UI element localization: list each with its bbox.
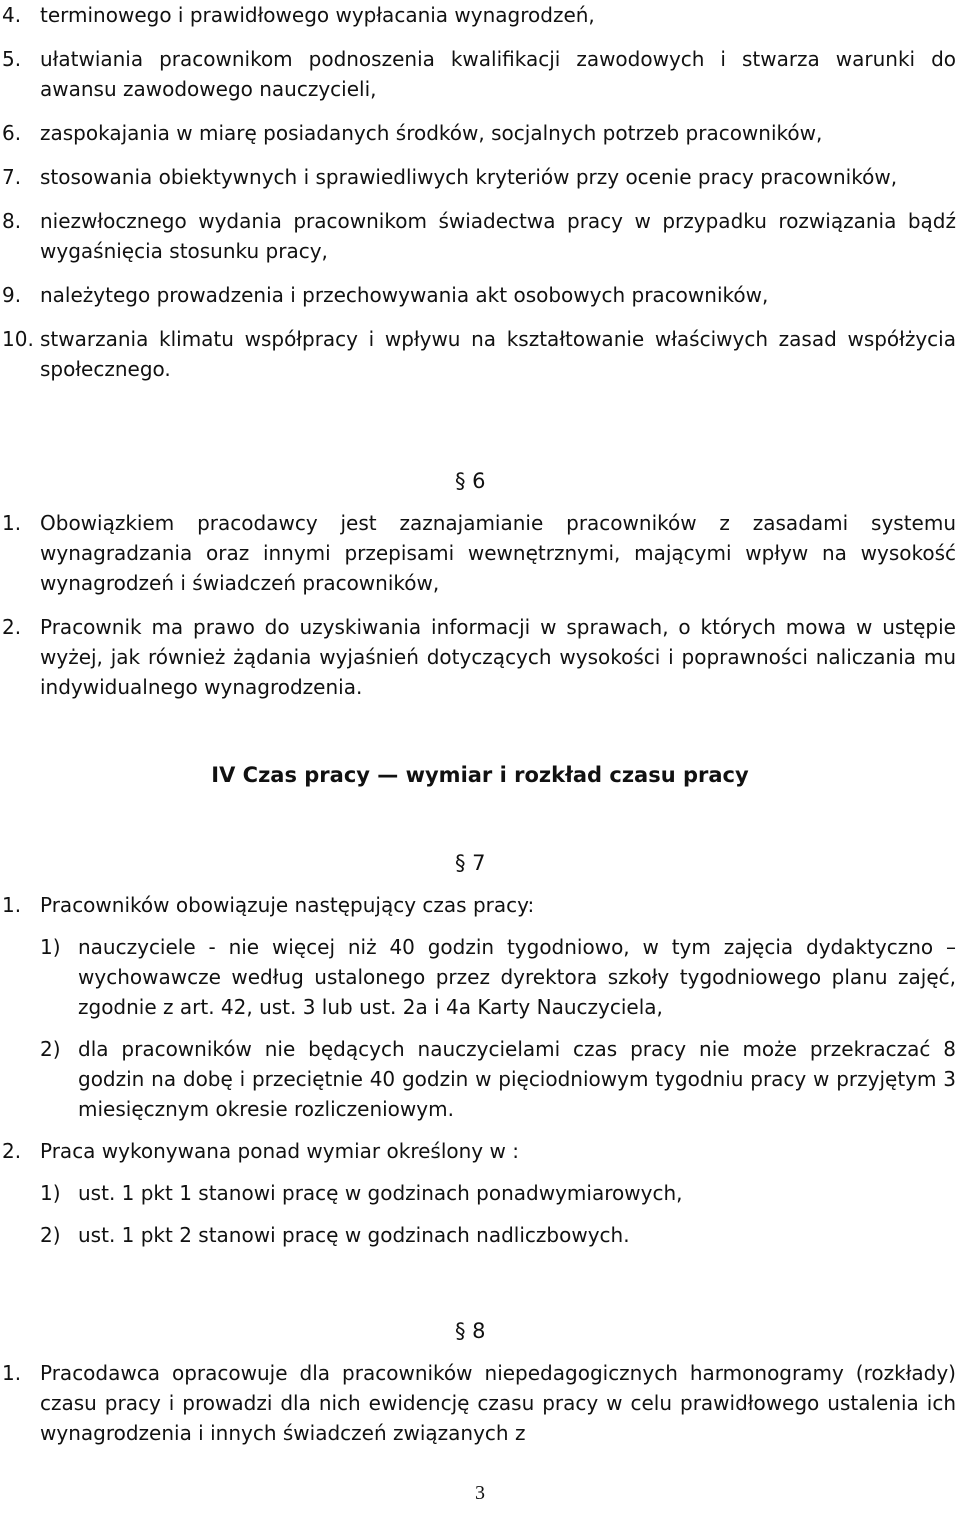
list-item-text: zaspokajania w miarę posiadanych środków, socjalnych potrzeb pracowników, bbox=[40, 121, 823, 145]
paragraph-mark-8: § 8 bbox=[455, 1319, 486, 1343]
sub-list-item bbox=[0, 1034, 960, 1124]
list-item-text: Pracodawca opracowuje dla pracowników niepedagogicznych harmonogramy (rozkłady) czasu pracy i prowadzi dla nich ewidencję czasu pracy w celu prawidłowego ustalenia ich wynagrodzenia i innych świadczeń związanych z bbox=[40, 1361, 956, 1445]
list-item bbox=[0, 0, 960, 30]
list-item-text: Praca wykonywana ponad wymiar określony w : bbox=[40, 1139, 519, 1163]
sub-list-item bbox=[0, 932, 960, 1022]
list-item-number: 1. bbox=[2, 1361, 22, 1385]
sub-list-item-number: 2) bbox=[40, 1223, 61, 1247]
list-item-number: 4. bbox=[2, 3, 22, 27]
list-item bbox=[0, 206, 960, 266]
paragraph-8-list bbox=[0, 1358, 960, 1448]
paragraph-mark-6: § 6 bbox=[455, 469, 486, 493]
paragraph-mark-7: § 7 bbox=[455, 851, 486, 875]
list-item-number: 10. bbox=[2, 327, 34, 351]
sub-list-item-text: dla pracowników nie będących nauczycielami czas pracy nie może przekraczać 8 godzin na dobę i przeciętnie 40 godzin w pięciodniowym tygodniu pracy w przyjętym 3 miesięcznym okresie rozliczeniowym. bbox=[78, 1037, 956, 1121]
list-item-number: 8. bbox=[2, 209, 22, 233]
list-item bbox=[0, 1358, 960, 1448]
obligations-list bbox=[0, 0, 960, 384]
list-item bbox=[0, 324, 960, 384]
list-item-number: 7. bbox=[2, 165, 22, 189]
sub-list-item-number: 1) bbox=[40, 935, 61, 959]
list-item bbox=[0, 162, 960, 192]
sub-list-item-text: nauczyciele - nie więcej niż 40 godzin tygodniowo, w tym zajęcia dydaktyczno – wychowawcze według ustalonego przez dyrektora szkoły tygodniowego planu zajęć, zgodnie z art. 42, ust. 3 lub ust. 2a i 4a Karty Nauczyciela, bbox=[78, 935, 956, 1019]
list-item-text: stwarzania klimatu współpracy i wpływu na kształtowanie właściwych zasad współżycia społecznego. bbox=[40, 327, 956, 381]
list-item bbox=[0, 118, 960, 148]
list-item-text: terminowego i prawidłowego wypłacania wynagrodzeń, bbox=[40, 3, 595, 27]
sub-list-item-text: ust. 1 pkt 1 stanowi pracę w godzinach ponadwymiarowych, bbox=[78, 1181, 683, 1205]
page-number: 3 bbox=[475, 1482, 485, 1504]
sub-list-item-number: 2) bbox=[40, 1037, 61, 1061]
list-item-number: 2. bbox=[2, 615, 22, 639]
list-item-text: należytego prowadzenia i przechowywania akt osobowych pracowników, bbox=[40, 283, 769, 307]
list-item-number: 1. bbox=[2, 893, 22, 917]
list-item bbox=[0, 890, 960, 920]
list-item-number: 5. bbox=[2, 47, 22, 71]
list-item-text: niezwłocznego wydania pracownikom świadectwa pracy w przypadku rozwiązania bądź wygaśnięcia stosunku pracy, bbox=[40, 209, 956, 263]
list-item bbox=[0, 612, 960, 702]
list-item bbox=[0, 280, 960, 310]
sub-list-item bbox=[0, 1220, 960, 1250]
list-item bbox=[0, 44, 960, 104]
section-heading: IV Czas pracy — wymiar i rozkład czasu pracy bbox=[211, 763, 749, 787]
list-item-text: ułatwiania pracownikom podnoszenia kwalifikacji zawodowych i stwarza warunki do awansu zawodowego nauczycieli, bbox=[40, 47, 956, 101]
list-item bbox=[0, 508, 960, 598]
list-item-number: 6. bbox=[2, 121, 22, 145]
list-item bbox=[0, 1136, 960, 1166]
sub-list-item-number: 1) bbox=[40, 1181, 61, 1205]
list-item-text: Pracowników obowiązuje następujący czas pracy: bbox=[40, 893, 535, 917]
paragraph-6-list bbox=[0, 508, 960, 702]
sub-list-item bbox=[0, 1178, 960, 1208]
list-item-text: Pracownik ma prawo do uzyskiwania informacji w sprawach, o których mowa w ustępie wyżej, jak również żądania wyjaśnień dotyczących wysokości i poprawności naliczania mu indywidualnego wynagrodzenia. bbox=[40, 615, 956, 699]
list-item-number: 9. bbox=[2, 283, 22, 307]
list-item-number: 2. bbox=[2, 1139, 22, 1163]
list-item-number: 1. bbox=[2, 511, 22, 535]
sub-list-item-text: ust. 1 pkt 2 stanowi pracę w godzinach nadliczbowych. bbox=[78, 1223, 630, 1247]
paragraph-7-list bbox=[0, 890, 960, 1250]
list-item-text: Obowiązkiem pracodawcy jest zaznajamianie pracowników z zasadami systemu wynagradzania oraz innymi przepisami wewnętrznymi, mającymi wpływ na wysokość wynagrodzeń i świadczeń pracowników, bbox=[40, 511, 956, 595]
list-item-text: stosowania obiektywnych i sprawiedliwych kryteriów przy ocenie pracy pracowników, bbox=[40, 165, 898, 189]
